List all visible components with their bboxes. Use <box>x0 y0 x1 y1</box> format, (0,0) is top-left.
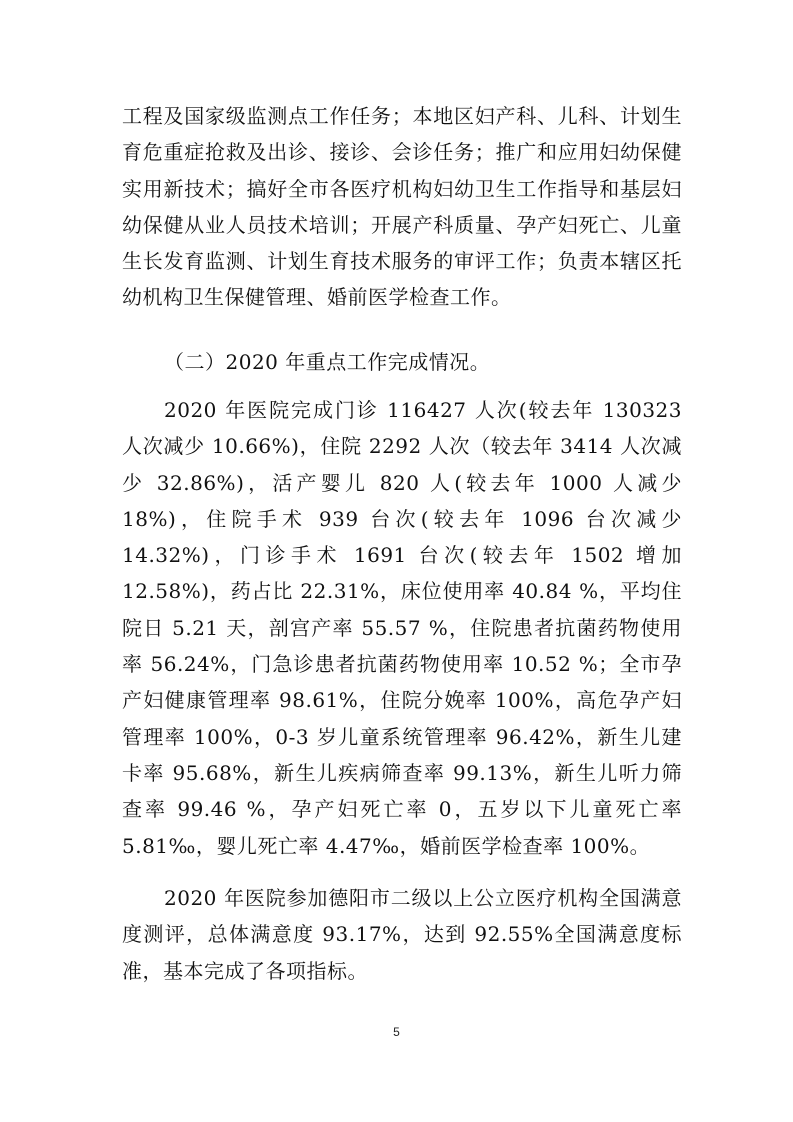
page-number: 5 <box>393 1025 400 1039</box>
paragraph-responsibilities: 工程及国家级监测点工作任务；本地区妇产科、儿科、计划生育危重症抢救及出诊、接诊、会诊任务；推广和应用妇幼保健实用新技术；搞好全市各医疗机构妇幼卫生工作指导和基层妇幼保健从业人员技术培训；开展产科质量、孕产妇死亡、儿童生长发育监测、计划生育技术服务的审评工作；负责本辖区托幼机构卫生保健管理、婚前医学检查工作。 <box>122 104 682 310</box>
paragraph-statistics: 2020 年医院完成门诊 116427 人次(较去年 130323 人次减少 10.66%)，住院 2292 人次（较去年 3414 人次减少 32.86%)，活产婴儿 820 人(较去年 1000 人减少 18%)，住院手术 939 台次(较去年 1096 台次减少 14.32%)，门诊手术 1691 台次(较去年 1502 增加 12.58%)，药占比 22.31%，床位使用率 40.84 %，平均住院日 5.21 天，剖宫产率 55.57 %，住院患者抗菌药物使用率 56.24%，门急诊患者抗菌药物使用率 10.52 %；全市孕产妇健康管理率 98.61%，住院分娩率 100%，高危孕产妇管理率 100%，0-3 岁儿童系统管理率 96.42%，新生儿建卡率 95.68%，新生儿疾病筛查率 99.13%，新生儿听力筛查率 99.46 %，孕产妇死亡率 0，五岁以下儿童死亡率 5.81‰，婴儿死亡率 4.47‰，婚前医学检查率 100%。 <box>122 398 682 858</box>
section-heading: （二）2020 年重点工作完成情况。 <box>164 350 491 374</box>
paragraph-satisfaction: 2020 年医院参加德阳市二级以上公立医疗机构全国满意度测评，总体满意度 93.17%，达到 92.55%全国满意度标准，基本完成了各项指标。 <box>122 886 682 983</box>
